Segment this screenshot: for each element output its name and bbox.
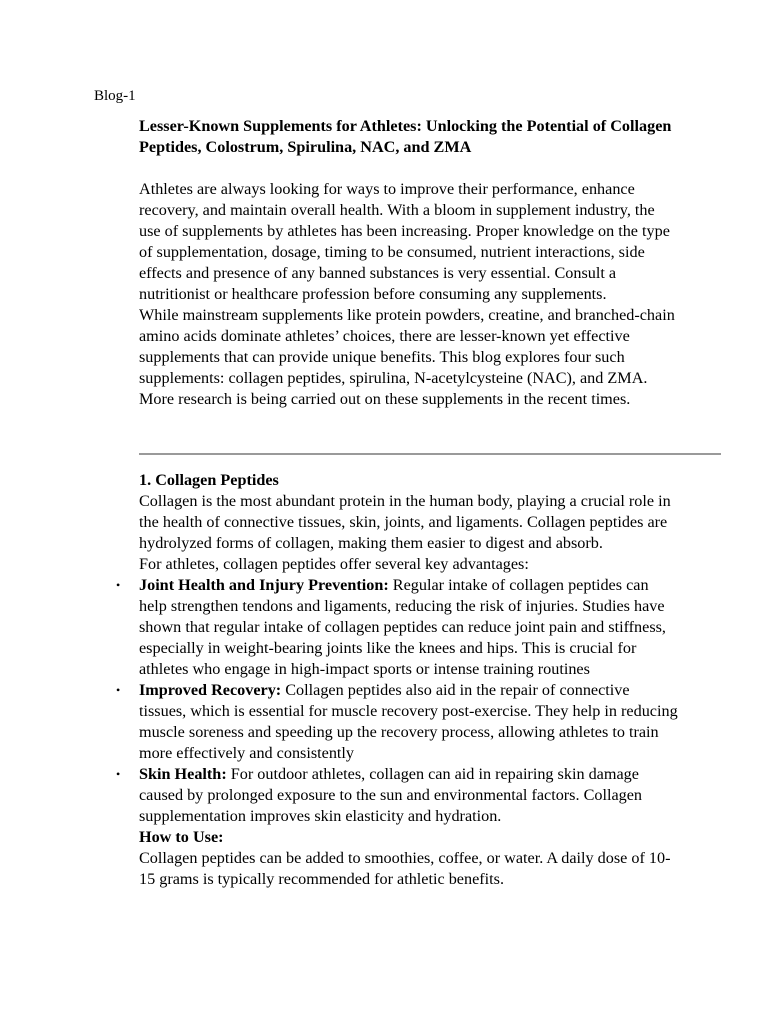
section-heading: 1. Collagen Peptides — [139, 471, 279, 489]
bullet-text: Collagen peptides also aid in the repair of connective tissues, which is essential for muscle recovery post-exercise. They help in reducing muscle soreness and speeding up the recovery process, allowing athletes to train more effectively and consistently — [139, 681, 678, 762]
bullet-text: Regular intake of collagen peptides can help strengthen tendons and ligaments, reducing the risk of injuries. Studies have shown that regular intake of collagen peptides can reduce joint pain and stiffness, especially in weight-bearing joints like the knees and hips. This is crucial for athletes who engage in high-impact sports or intense training routines — [139, 576, 666, 678]
document-title: Lesser-Known Supplements for Athletes: Unlocking the Potential of Collagen Peptides, Colostrum, Spirulina, NAC, and ZMA — [139, 117, 672, 156]
list-item — [116, 764, 679, 827]
benefits-list — [116, 575, 679, 827]
bullet-text: For outdoor athletes, collagen can aid in repairing skin damage caused by prolonged exposure to the sun and environmental factors. Collagen supplementation improves skin elasticity and hydration. — [139, 765, 643, 825]
bullet-icon: • — [116, 683, 121, 697]
bullet-label: Improved Recovery: — [139, 681, 282, 699]
bullet-icon: • — [116, 767, 121, 781]
spacer — [139, 158, 679, 179]
how-to-use-heading: How to Use: — [139, 828, 224, 846]
section-paragraph-1: Collagen is the most abundant protein in the human body, playing a crucial role in the health of connective tissues, skin, joints, and ligaments. Collagen peptides are hydrolyzed forms of collagen, making them easier to digest and absorb. — [139, 492, 671, 552]
bullet-label: Joint Health and Injury Prevention: — [139, 576, 389, 594]
section-paragraph-2: For athletes, collagen peptides offer several key advantages: — [139, 555, 529, 573]
how-to-use-text: Collagen peptides can be added to smoothies, coffee, or water. A daily dose of 10-15 grams is typically recommended for athletic benefits. — [139, 849, 671, 888]
horizontal-rule — [139, 453, 721, 455]
intro-section — [139, 116, 679, 410]
bullet-icon: • — [116, 578, 121, 592]
intro-paragraph-1: Athletes are always looking for ways to improve their performance, enhance recovery, and maintain overall health. With a bloom in supplement industry, the use of supplements by athletes has been increasing. Proper knowledge on the type of supplementation, dosage, timing to be consumed, nutrient interactions, side effects and presence of any banned substances is very essential. Consult a nutritionist or healthcare profession before consuming any supplements. — [139, 180, 670, 303]
bullet-label: Skin Health: — [139, 765, 227, 783]
list-item — [116, 680, 679, 764]
list-item — [116, 575, 679, 680]
collagen-section — [116, 470, 679, 890]
intro-paragraph-2: While mainstream supplements like protein powders, creatine, and branched-chain amino acids dominate athletes’ choices, there are lesser-known yet effective supplements that can provide unique benefits. This blog explores four such supplements: collagen peptides, spirulina, N-acetylcysteine (NAC), and ZMA. More research is being carried out on these supplements in the recent times. — [139, 306, 675, 408]
document-label: Blog-1 — [94, 88, 136, 104]
